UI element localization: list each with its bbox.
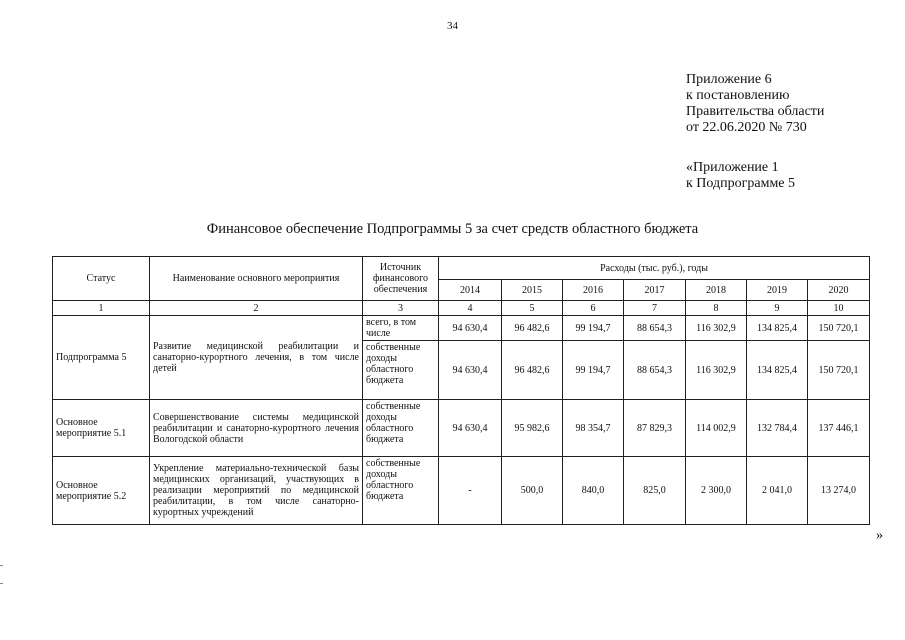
column-number: 2	[150, 301, 363, 316]
appendix-line: к постановлению	[686, 88, 790, 103]
row-name: Совершенствование системы медицинской реабилитации и санаторно-курортного лечения Вологодской области	[150, 400, 363, 457]
row-source: собственные доходы областного бюджета	[363, 400, 439, 457]
row-name: Развитие медицинской реабилитации и санаторно-курортного лечения, в том числе детей	[150, 316, 363, 400]
header-year: 2017	[624, 280, 686, 301]
header-source: Источник финансового обеспечения	[363, 257, 439, 301]
value-cell: 96 482,6	[502, 341, 563, 400]
value-cell: 137 446,1	[808, 400, 870, 457]
value-cell: 94 630,4	[439, 400, 502, 457]
header-year: 2015	[502, 280, 563, 301]
appendix-line: от 22.06.2020 № 730	[686, 120, 807, 135]
column-number-row	[53, 301, 870, 316]
closing-quote: »	[876, 528, 883, 543]
row-status: Подпрограмма 5	[53, 316, 150, 400]
value-cell: 825,0	[624, 457, 686, 525]
header-year: 2020	[808, 280, 870, 301]
table-row	[53, 400, 870, 457]
appendix-header	[686, 72, 824, 136]
value-cell: 94 630,4	[439, 341, 502, 400]
column-number: 8	[686, 301, 747, 316]
header-expenses: Расходы (тыс. руб.), годы	[439, 257, 870, 280]
value-cell: -	[439, 457, 502, 525]
value-cell: 500,0	[502, 457, 563, 525]
value-cell: 116 302,9	[686, 341, 747, 400]
value-cell: 88 654,3	[624, 316, 686, 341]
column-number: 1	[53, 301, 150, 316]
value-cell: 99 194,7	[563, 316, 624, 341]
row-source: всего, в том числе	[363, 316, 439, 341]
document-title: Финансовое обеспечение Подпрограммы 5 за счет средств областного бюджета	[206, 221, 699, 237]
appendix-line: Правительства области	[686, 104, 825, 119]
scan-mark	[0, 565, 3, 566]
header-status: Статус	[53, 257, 150, 301]
value-cell: 114 002,9	[686, 400, 747, 457]
value-cell: 87 829,3	[624, 400, 686, 457]
value-cell: 134 825,4	[747, 341, 808, 400]
column-number: 6	[563, 301, 624, 316]
appendix-line: «Приложение 1	[686, 160, 779, 175]
appendix-subheader	[686, 160, 795, 192]
value-cell: 150 720,1	[808, 316, 870, 341]
row-status: Основное мероприятие 5.2	[53, 457, 150, 525]
column-number: 10	[808, 301, 870, 316]
column-number: 3	[363, 301, 439, 316]
value-cell: 98 354,7	[563, 400, 624, 457]
value-cell: 116 302,9	[686, 316, 747, 341]
column-number: 5	[502, 301, 563, 316]
scan-mark	[0, 583, 3, 584]
value-cell: 2 041,0	[747, 457, 808, 525]
financing-table	[52, 256, 870, 525]
header-year: 2016	[563, 280, 624, 301]
row-name: Укрепление материально-технической базы медицинских организаций, участвующих в реализации мероприятий по медицинской реабилитации, в том числе санаторно-курортных учреждений	[150, 457, 363, 525]
header-year: 2019	[747, 280, 808, 301]
row-status: Основное мероприятие 5.1	[53, 400, 150, 457]
value-cell: 13 274,0	[808, 457, 870, 525]
row-source: собственные доходы областного бюджета	[363, 457, 439, 525]
page-number: 34	[447, 20, 458, 32]
header-name: Наименование основного мероприятия	[150, 257, 363, 301]
value-cell: 95 982,6	[502, 400, 563, 457]
column-number: 4	[439, 301, 502, 316]
value-cell: 99 194,7	[563, 341, 624, 400]
value-cell: 2 300,0	[686, 457, 747, 525]
value-cell: 134 825,4	[747, 316, 808, 341]
header-year: 2018	[686, 280, 747, 301]
value-cell: 150 720,1	[808, 341, 870, 400]
value-cell: 132 784,4	[747, 400, 808, 457]
appendix-line: к Подпрограмме 5	[686, 176, 796, 191]
column-number: 9	[747, 301, 808, 316]
value-cell: 840,0	[563, 457, 624, 525]
header-year: 2014	[439, 280, 502, 301]
table-row	[53, 457, 870, 525]
appendix-line: Приложение 6	[686, 72, 772, 87]
value-cell: 94 630,4	[439, 316, 502, 341]
row-source: собственные доходы областного бюджета	[363, 341, 439, 400]
value-cell: 96 482,6	[502, 316, 563, 341]
value-cell: 88 654,3	[624, 341, 686, 400]
table-row	[53, 316, 870, 341]
column-number: 7	[624, 301, 686, 316]
